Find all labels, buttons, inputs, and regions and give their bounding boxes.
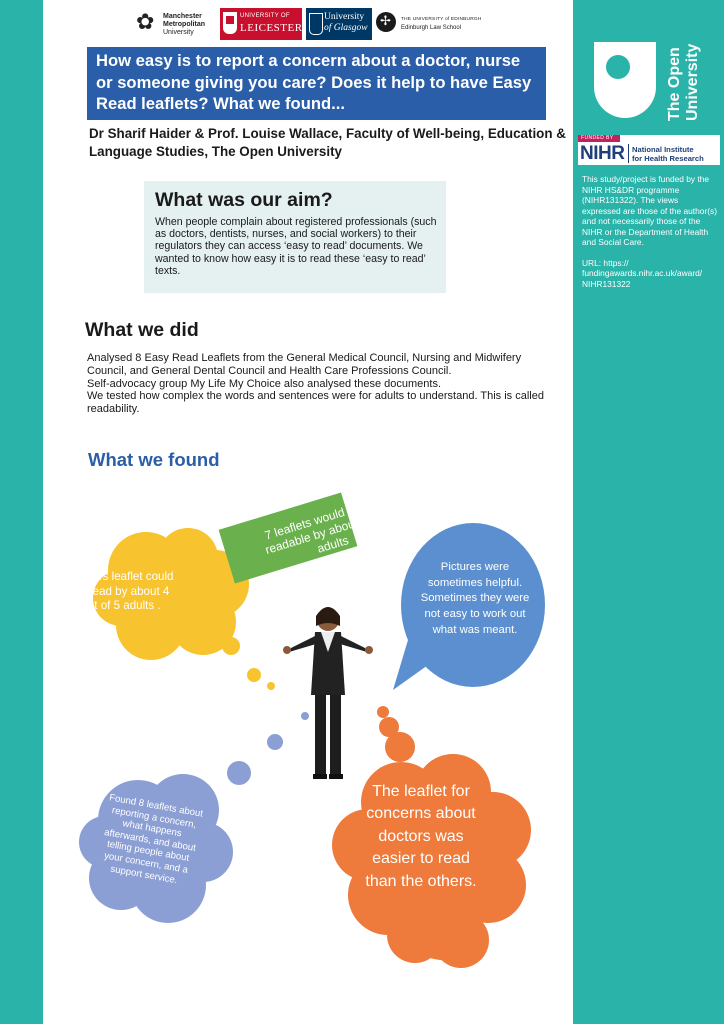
yellow-cloud-text: Doctors leaflet could be read by about 4 out of 5 adults . [68,570,174,612]
aim-box [144,181,446,293]
authors: Dr Sharif Haider & Prof. Louise Wallace, Faculty of Well-being, Education & Language Studies, The Open University [89,126,566,159]
partner-logos [136,8,486,40]
orange-cloud-text: The leaflet for concerns about doctors was easier to read than the others. [365,783,477,890]
did-paragraph-1: Analysed 8 Easy Read Leaflets from the General Medical Council, Nursing and Midwifery Council, and General Dental Council and Health Care Professions Council. [87,352,522,377]
purple-cloud-text: Found 8 leaflets about reporting a concern, what happens afterwards, and about telling people about your concern, and a support service. [103,792,204,886]
poster-title: How easy is to report a concern about a doctor, nurse or someone giving you care? Does it help to have Easy Read leaflets? What we found... [96,51,532,113]
did-paragraph-3: We tested how complex the words and sentences were for adults to understand. This is called readability. [87,390,544,416]
leicester-logo: UNIVERSITY OF LEICESTER [220,8,302,40]
blue-bubble-text: Pictures were sometimes helpful. Sometimes they were not easy to work out what was meant. [420,561,530,636]
green-label-text: 7 leaflets would only be readable by about half of adults [263,492,394,557]
leicester-shield-icon [223,12,237,34]
nihr-funded-by-logo: FUNDED BY NIHR National Institute for Health Research [578,135,720,165]
left-teal-band [0,0,43,1024]
did-heading: What we did [85,319,199,341]
did-body [87,352,549,416]
funding-url: URL: https:// fundingawards.nihr.ac.uk/award/ NIHR131322 [582,257,703,289]
ou-shield-icon [594,42,656,118]
funding-body: This study/project is funded by the NIHR HS&DR programme (NIHR131322). The views expressed are those of the author(s) and not necessarily those of the NIHR or the Department of Health and Social Care. [582,174,718,247]
found-heading: What we found [88,449,220,470]
mmu-flower-icon: ✿ [136,9,155,34]
open-university-logo: The Open University [594,42,709,120]
woman-figure [283,607,373,779]
mmu-logo: ✿ Manchester Metropolitan University [136,9,205,36]
aim-heading: What was our aim? [155,189,333,211]
did-paragraph-2: Self-advocacy group My Life My Choice also analysed these documents. [87,377,442,390]
glasgow-logo: University of Glasgow [306,8,372,40]
glasgow-crest-icon [309,13,323,35]
edinburgh-crest-icon [376,12,396,32]
edinburgh-logo: ✢ THE UNIVERSITY of EDINBURGH Edinburgh Law School [376,8,488,40]
title-banner [87,47,546,120]
funding-statement [582,174,718,289]
aim-body: When people complain about registered professionals (such as doctors, dentists, nurses, and social workers) to their regulators they can access ‘easy to read’ documents. We wanted to know how easy it is to read these ‘easy to read’ texts. [155,216,437,277]
